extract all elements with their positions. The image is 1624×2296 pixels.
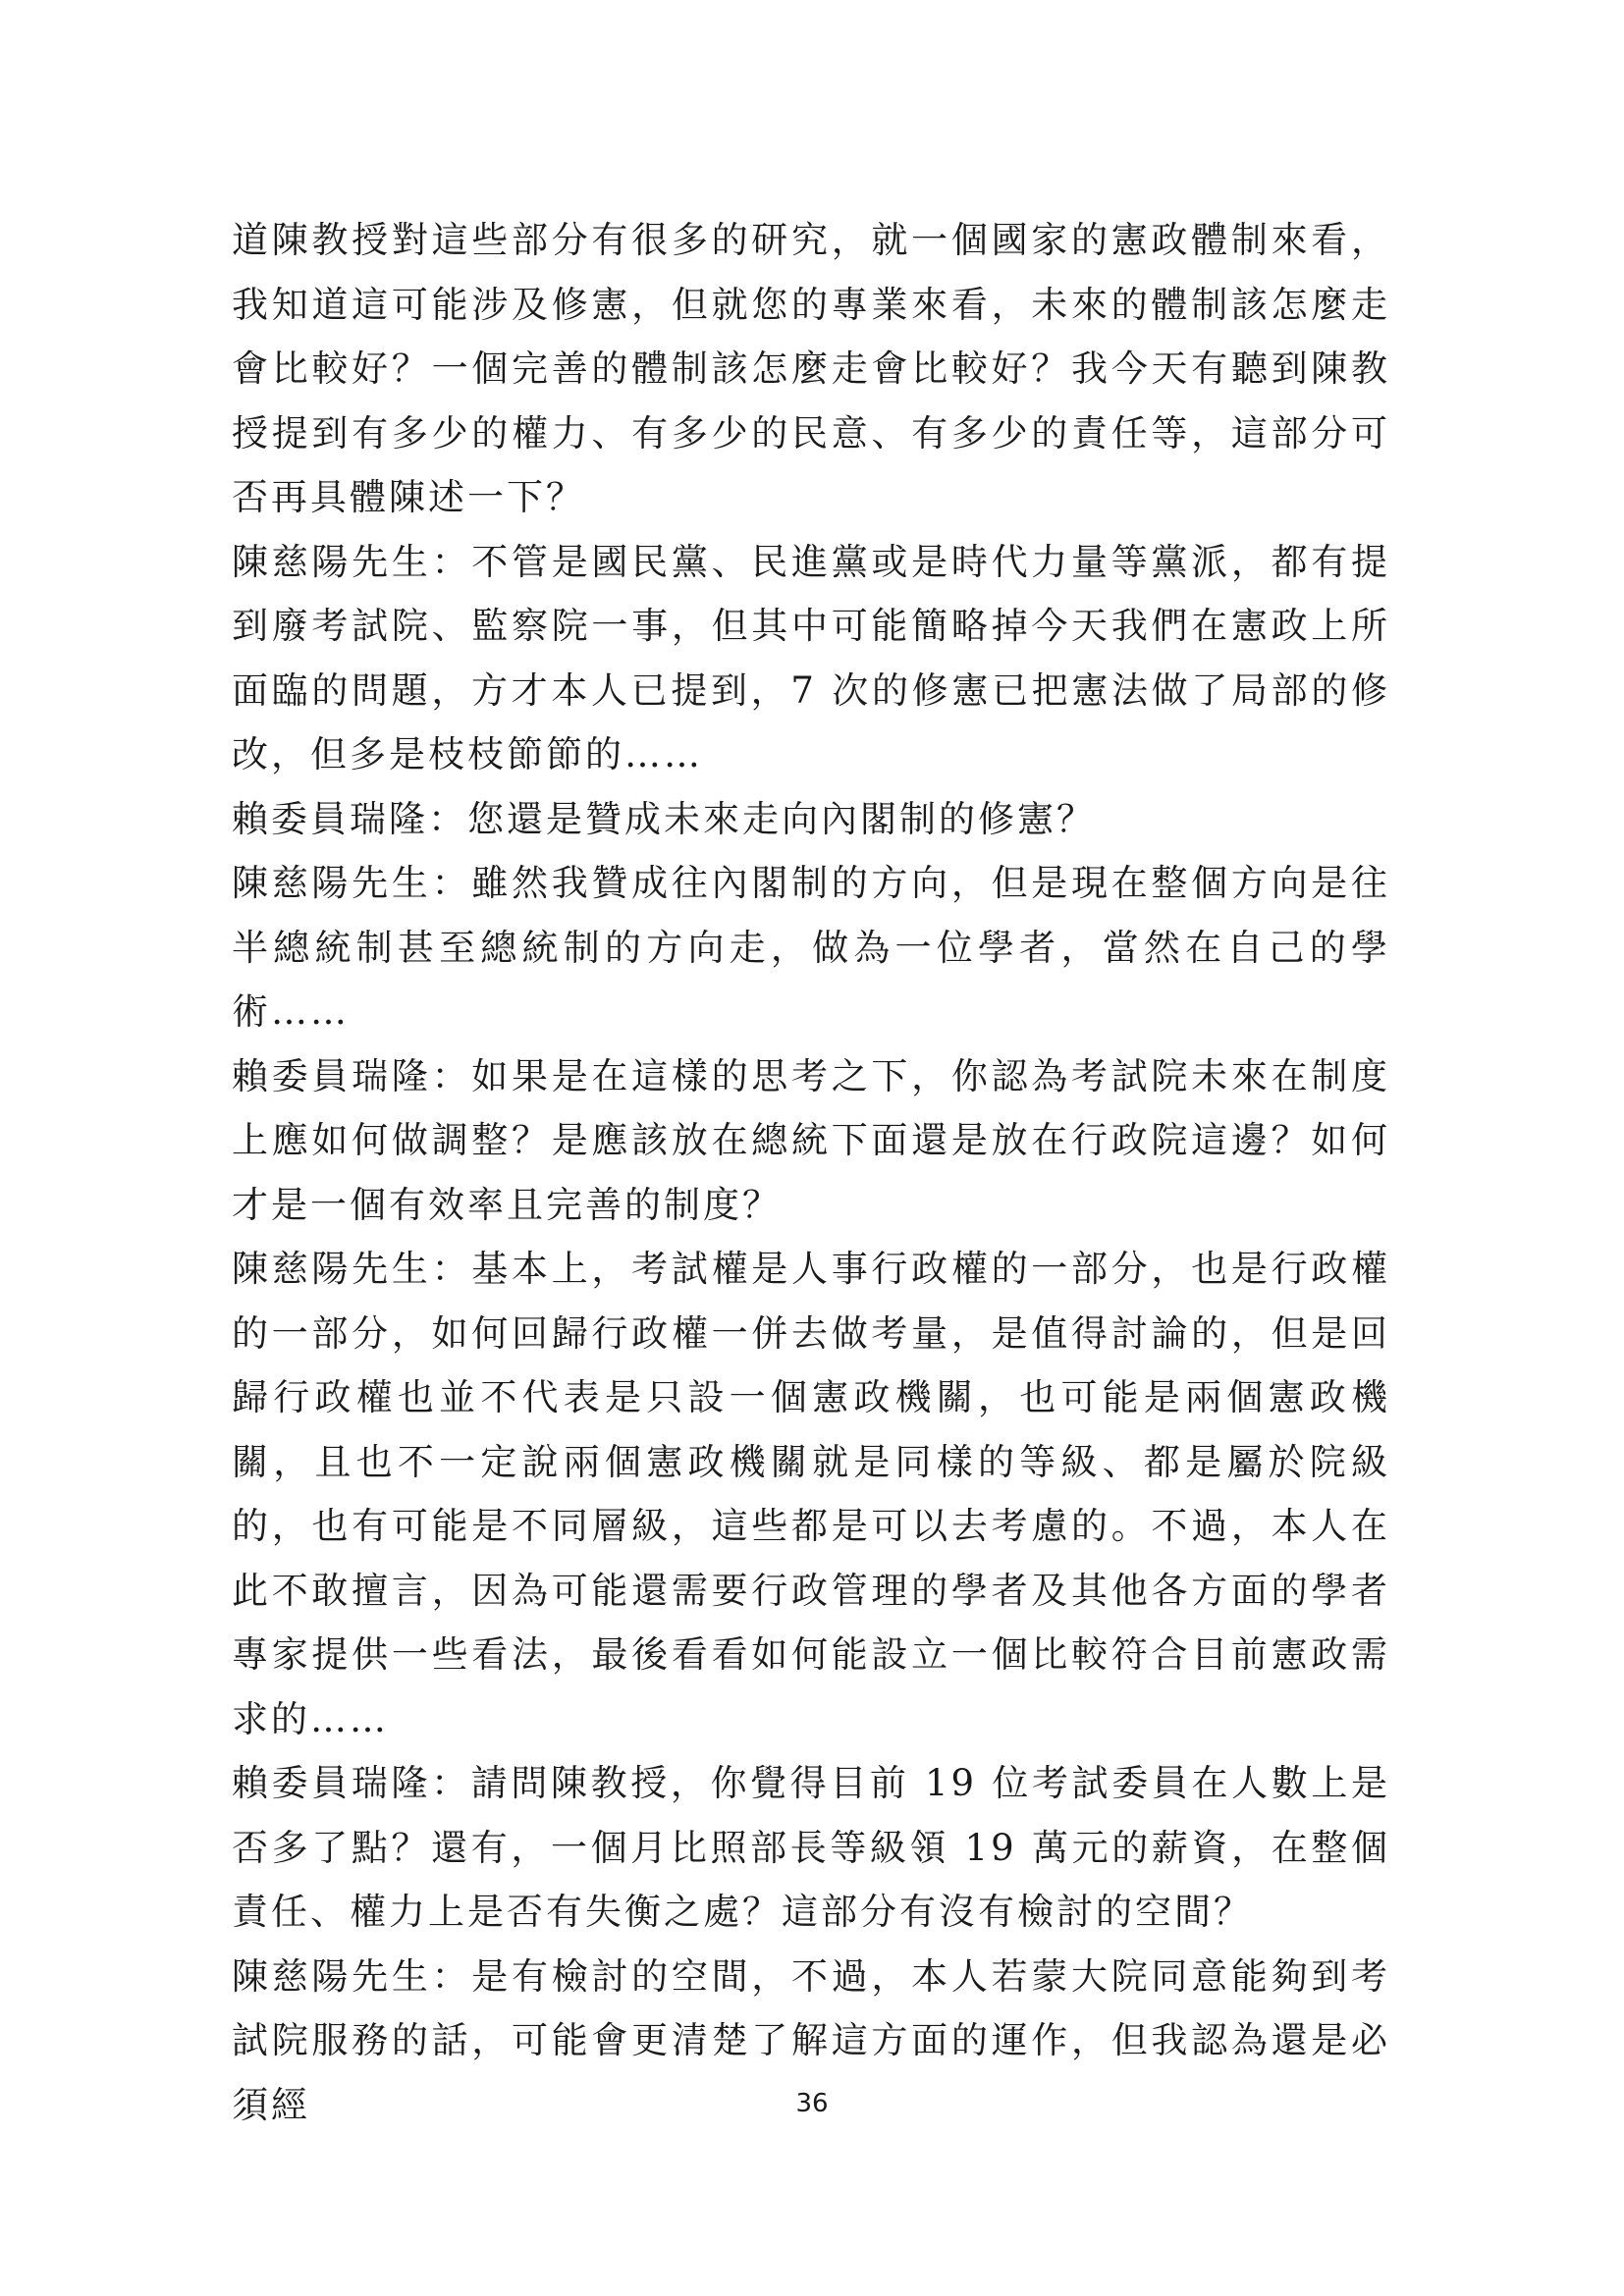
transcript-body xyxy=(232,208,1390,2137)
transcript-paragraph: 陳慈陽先生：是有檢討的空間，不過，本人若蒙大院同意能夠到考試院服務的話，可能會更清楚了解這方面的運作，但我認為還是必須經 xyxy=(232,1954,1390,2126)
transcript-paragraph: 陳慈陽先生：基本上，考試權是人事行政權的一部分，也是行政權的一部分，如何回歸行政權一併去做考量，是值得討論的，但是回歸行政權也並不代表是只設一個憲政機關，也可能是兩個憲政機關，且也不一定說兩個憲政機關就是同樣的等級、都是屬於院級的，也有可能是不同層級，這些都是可以去考慮的。不過，本人在此不敢擅言，因為可能還需要行政管理的學者及其他各方面的學者專家提供一些看法，最後看看如何能設立一個比較符合目前憲政需求的…… xyxy=(232,1248,1390,1740)
transcript-paragraph: 陳慈陽先生：雖然我贊成往內閣制的方向，但是現在整個方向是往半總統制甚至總統制的方向走，做為一位學者，當然在自己的學術…… xyxy=(232,862,1390,1033)
transcript-paragraph: 道陳教授對這些部分有很多的研究，就一個國家的憲政體制來看，我知道這可能涉及修憲，但就您的專業來看，未來的體制該怎麼走會比較好？一個完善的體制該怎麼走會比較好？我今天有聽到陳教授提到有多少的權力、有多少的民意、有多少的責任等，這部分可否再具體陳述一下？ xyxy=(232,219,1390,518)
transcript-paragraph: 賴委員瑞隆：您還是贊成未來走向內閣制的修憲？ xyxy=(232,797,1096,840)
page-number: 36 xyxy=(795,2089,829,2118)
transcript-paragraph: 陳慈陽先生：不管是國民黨、民進黨或是時代力量等黨派，都有提到廢考試院、監察院一事，但其中可能簡略掉今天我們在憲政上所面臨的問題，方才本人已提到，7 次的修憲已把憲法做了局部的修改，但多是枝枝節節的…… xyxy=(232,540,1390,775)
transcript-paragraph: 賴委員瑞隆：請問陳教授，你覺得目前 19 位考試委員在人數上是否多了點？還有，一個月比照部長等級領 19 萬元的薪資，在整個責任、權力上是否有失衡之處？這部分有沒有檢討的空間？ xyxy=(232,1762,1390,1933)
transcript-paragraph: 賴委員瑞隆：如果是在這樣的思考之下，你認為考試院未來在制度上應如何做調整？是應該放在總統下面還是放在行政院這邊？如何才是一個有效率且完善的制度？ xyxy=(232,1054,1390,1226)
